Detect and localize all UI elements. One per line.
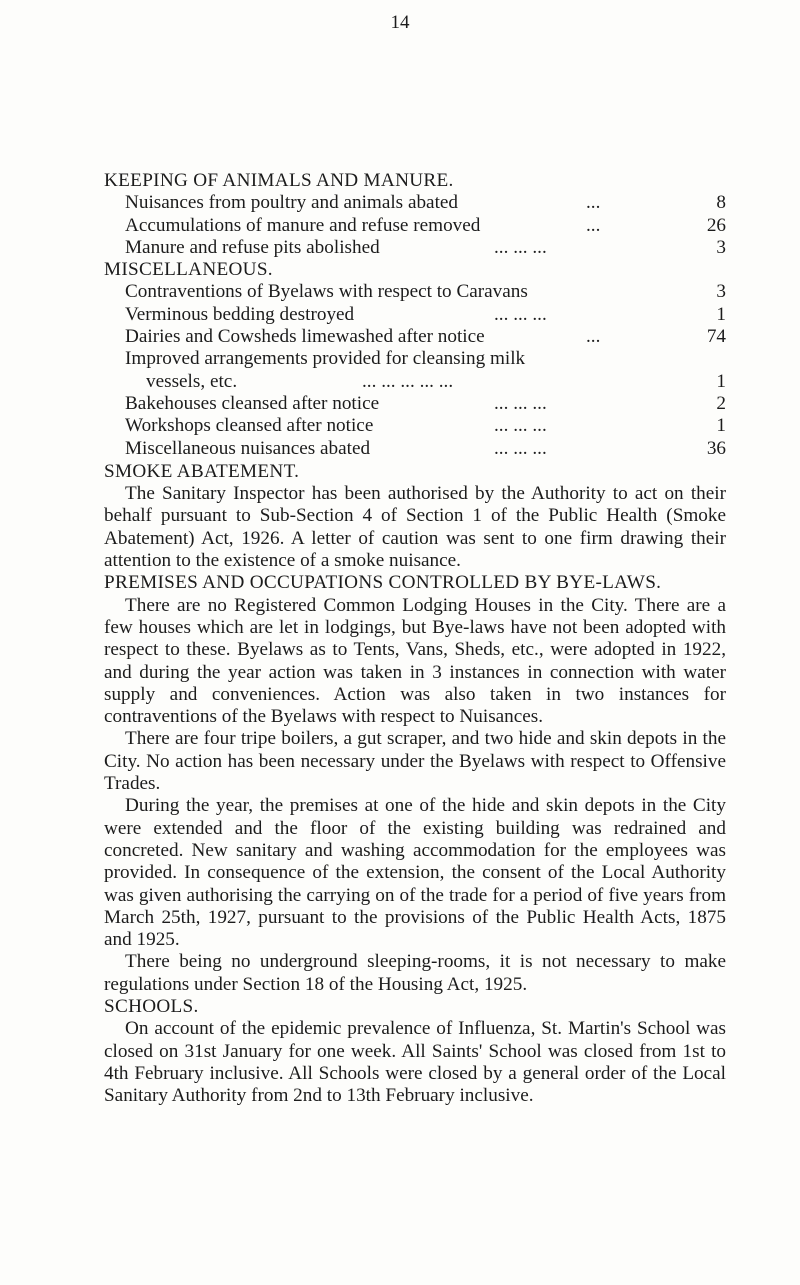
leader-dots: ... ... ... (494, 392, 547, 414)
item-label: Dairies and Cowsheds limewashed after notice (125, 326, 485, 348)
paragraph: There are no Registered Common Lodging Houses in the City. There are a few houses which are let in lodgings, but Bye-laws have not been adopted with respect to these. Byelaws as to Tents, Vans, Sheds, etc., were adopted in 1922, and during the year action was taken in 3 instances in connection with water supply and conveniences. Action was also taken in two instances for contraventions of the Byelaws with respect to Nuisances. (104, 594, 726, 728)
item-label: Manure and refuse pits abolished (125, 236, 380, 258)
list-item (104, 281, 726, 303)
list-item (104, 326, 726, 348)
item-label: vessels, etc. (146, 370, 238, 392)
paragraph: During the year, the premises at one of the hide and skin depots in the City were extended and the floor of the existing building was redrained and concreted. New sanitary and washing accommodation for the employees was provided. In consequence of the extension, the consent of the Local Authority was given authorising the carrying on of the trade for a period of five years from March 25th, 1927, pursuant to the provisions of the Public Health Acts, 1875 and 1925. (104, 795, 726, 951)
section-heading-miscellaneous: MISCELLANEOUS. (104, 259, 273, 281)
section-heading-premises: PREMISES AND OCCUPATIONS CONTROLLED BY BYE-LAWS. (104, 572, 662, 594)
leader-dots: ... ... ... (494, 437, 547, 459)
item-value: 3 (716, 236, 726, 258)
item-value: 1 (716, 303, 726, 325)
item-value: 74 (706, 326, 726, 348)
section-heading-smoke: SMOKE ABATEMENT. (104, 460, 300, 482)
list-item (104, 371, 726, 393)
item-value: 2 (716, 392, 726, 414)
item-label: Bakehouses cleansed after notice (125, 392, 380, 414)
paragraph: The Sanitary Inspector has been authorised by the Authority to act on their behalf pursuant to Sub-Section 4 of Section 1 of the Public Health (Smoke Abatement) Act, 1926. A letter of caution was sent to one firm drawing their attention to the existence of a smoke nuisance. (104, 483, 726, 572)
list-item (104, 215, 726, 237)
leader-dots: ... (586, 192, 601, 214)
item-value: 8 (716, 192, 726, 214)
leader-dots: ... ... ... (494, 303, 547, 325)
item-value: 1 (716, 370, 726, 392)
leader-dots: ... (586, 214, 601, 236)
list-item (104, 415, 726, 437)
item-value: 36 (706, 437, 726, 459)
leader-dots: ... (586, 326, 601, 348)
list-item (104, 348, 726, 370)
item-label: Improved arrangements provided for cleansing milk (125, 348, 526, 370)
section-heading-schools: SCHOOLS. (104, 995, 199, 1017)
page-content (104, 170, 726, 1107)
leader-dots: ... ... ... (494, 236, 547, 258)
list-item (104, 304, 726, 326)
item-value: 3 (716, 281, 726, 303)
list-item (104, 438, 726, 460)
item-value: 26 (706, 214, 726, 236)
list-item (104, 237, 726, 259)
leader-dots: ... ... ... (494, 415, 547, 437)
list-item (104, 192, 726, 214)
page-number: 14 (390, 12, 410, 33)
section-heading-animals: KEEPING OF ANIMALS AND MANURE. (104, 170, 454, 191)
item-label: Accumulations of manure and refuse removed (125, 214, 481, 236)
list-item (104, 393, 726, 415)
item-label: Verminous bedding destroyed (125, 303, 355, 325)
paragraph: There being no underground sleeping-rooms, it is not necessary to make regulations under Section 18 of the Housing Act, 1925. (104, 951, 726, 995)
paragraph: There are four tripe boilers, a gut scraper, and two hide and skin depots in the City. No action has been necessary under the Byelaws with respect to Offensive Trades. (104, 728, 726, 795)
item-value: 1 (716, 415, 726, 437)
leader-dots: ... ... ... ... ... (362, 370, 454, 392)
item-label: Contraventions of Byelaws with respect to Caravans (125, 281, 528, 303)
item-label: Miscellaneous nuisances abated (125, 437, 371, 459)
item-label: Workshops cleansed after notice (125, 415, 374, 437)
paragraph: On account of the epidemic prevalence of Influenza, St. Martin's School was closed on 31st January for one week. All Saints' School was closed from 1st to 4th February inclusive. All Schools were closed by a general order of the Local Sanitary Authority from 2nd to 13th February inclusive. (104, 1018, 726, 1107)
item-label: Nuisances from poultry and animals abated (125, 192, 459, 214)
